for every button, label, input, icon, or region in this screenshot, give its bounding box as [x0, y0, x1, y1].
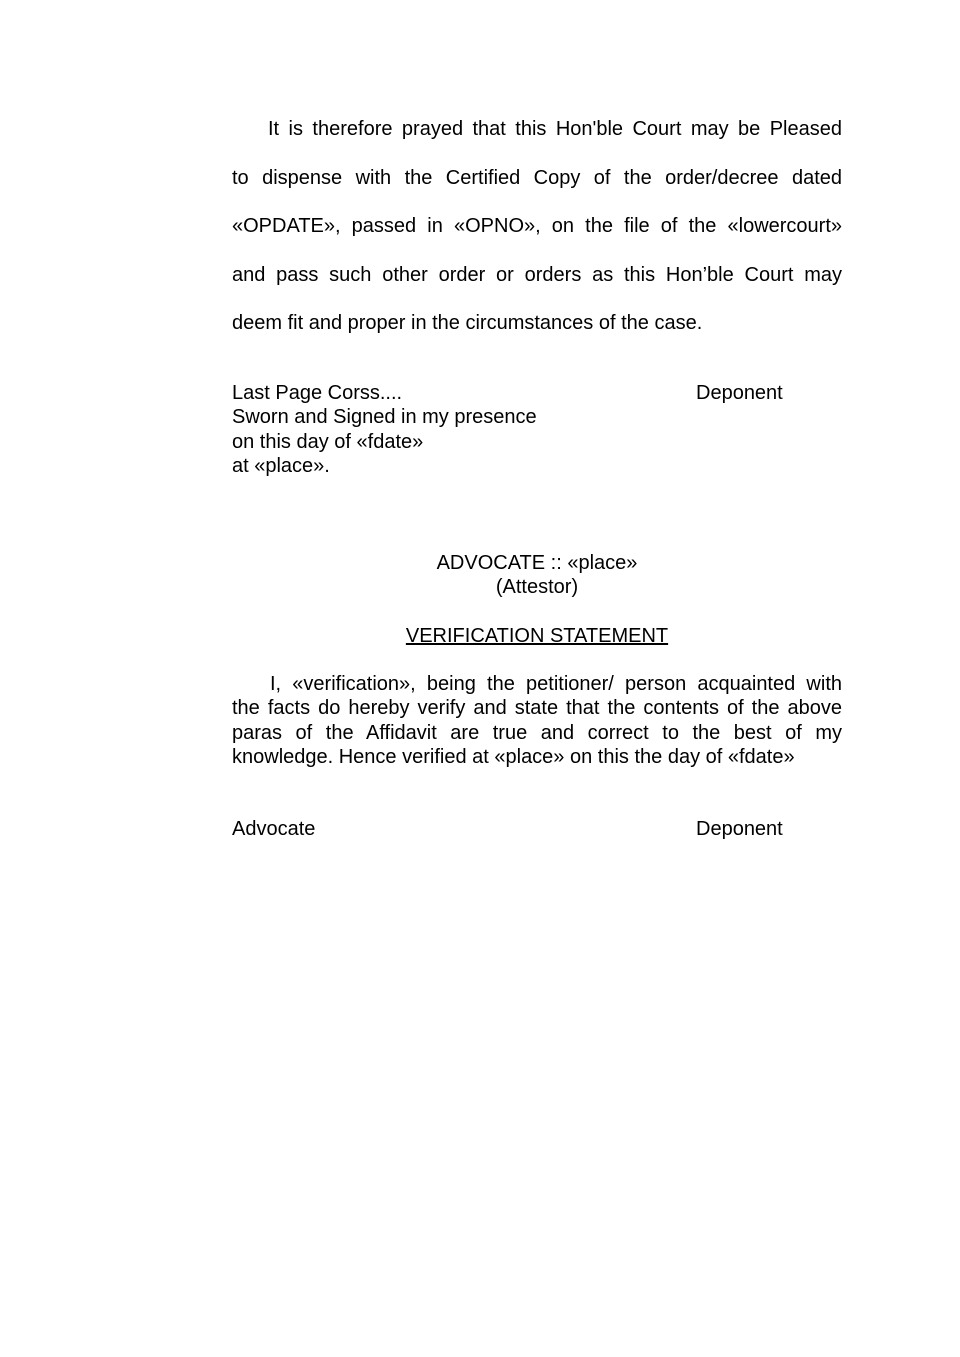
deponent-signature-label: Deponent [696, 382, 783, 404]
prayer-line-1: It is therefore prayed that this Hon'ble Court may be Pleased [268, 118, 842, 140]
attestor-line: (Attestor) [495, 576, 579, 599]
verification-line-4: knowledge. Hence verified at «place» on this the day of «fdate» [232, 745, 795, 768]
verification-title: VERIFICATION STATEMENT [405, 625, 669, 647]
last-page-label: Last Page Corss.... [232, 382, 403, 404]
verification-heading [232, 624, 842, 648]
prayer-line-4: and pass such other order or orders as this Hon’ble Court may [232, 263, 842, 286]
prayer-paragraph [232, 114, 842, 357]
prayer-line-3: «OPDATE», passed in «OPNO», on the file of the «lowercourt» [232, 215, 842, 237]
verification-line-1: I, «verification», being the petitioner/ person acquainted with [270, 673, 842, 695]
advocate-place-line: ADVOCATE :: «place» [436, 552, 638, 574]
verification-paragraph [232, 672, 842, 769]
sworn-date-line: on this day of «fdate» [232, 430, 424, 453]
advocate-signature-label: Advocate [232, 818, 316, 840]
final-deponent-signature-label: Deponent [696, 818, 783, 840]
sworn-place-line: at «place». [232, 454, 330, 477]
prayer-line-2: to dispense with the Certified Copy of the order/decree dated [232, 166, 842, 189]
sworn-signed-line: Sworn and Signed in my presence [232, 406, 537, 429]
attestation-block [232, 551, 842, 600]
verification-line-3: paras of the Affidavit are true and correct to the best of my [232, 721, 842, 744]
prayer-line-5: deem fit and proper in the circumstances of the case. [232, 312, 703, 334]
verification-line-2: the facts do hereby verify and state that the contents of the above [232, 697, 842, 720]
